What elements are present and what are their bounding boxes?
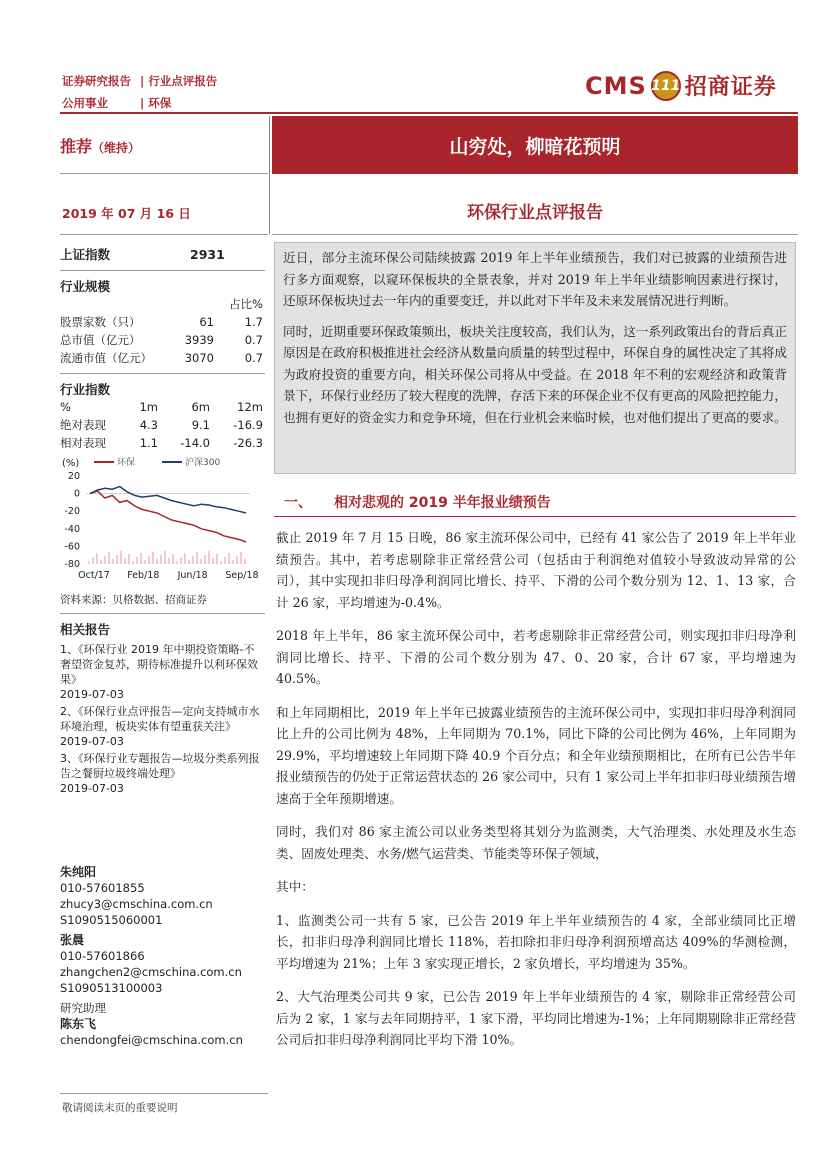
sector-secondary: 环保 (148, 96, 172, 110)
volume-bar (140, 553, 142, 564)
volume-bar (220, 561, 222, 564)
body-paragraph: 2、大气治理类公司共 9 家，已公告 2019 年上半年业绩预告的 4 家，剔除非正常经营公司后为 2 家，1 家与去年同期持平，1 家下滑，平均同比增速为-1%；上年同期剔除非正常经营公司后扣非归母净利润同比平均下滑 10%。 (276, 989, 796, 1047)
related-title: 相关报告 (60, 622, 111, 637)
volume-bar (200, 559, 202, 564)
scale-row-pct: 0.7 (244, 351, 263, 365)
x-tick-label: Feb/18 (127, 570, 160, 581)
volume-bar (192, 556, 194, 564)
volume-bar (88, 561, 90, 564)
body-text (276, 527, 796, 1063)
volume-bar (208, 551, 210, 564)
divider (60, 373, 265, 374)
scale-row-pct: 1.7 (244, 315, 263, 329)
volume-bar (176, 561, 178, 564)
perf-header-cell: 6m (191, 400, 210, 414)
volume-bar (132, 561, 134, 564)
summary-paragraph: 近日，部分主流环保公司陆续披露 2019 年上半年业绩预告，我们对已披露的业绩预告进行多方面观察，以窥环保板块的全景表象，并对 2019 年上半年业绩影响因素进行探讨，还原环保板块过去一年内的重要变迁，并以此对下半年及未来发展情况进行判断。 (283, 250, 787, 308)
y-tick-label: 20 (67, 471, 80, 482)
scale-row (60, 313, 265, 331)
section-number: 一、 (284, 495, 312, 511)
volume-bar (228, 553, 230, 564)
footer-note: 敬请阅读末页的重要说明 (62, 1102, 178, 1114)
author-name: 朱纯阳 (60, 865, 97, 879)
scale-row (60, 331, 265, 349)
assistant-name: 陈东飞 (60, 1017, 97, 1031)
author-phone: 010-57601855 (60, 881, 145, 895)
related-report-title: 3、《环保行业专题报告—垃圾分类系列报告之餐厨垃圾终端处理》 (60, 752, 260, 780)
volume-bar (92, 557, 94, 564)
legend-label: 沪深300 (185, 458, 221, 468)
author-id: S1090513100003 (60, 981, 163, 995)
perf-header-cell: 12m (237, 400, 263, 414)
volume-bar (168, 558, 170, 564)
perf-header (60, 398, 265, 416)
author-id: S1090515060001 (60, 913, 163, 927)
legend-label: 环保 (117, 458, 136, 468)
rating-note: （维持） (92, 141, 141, 155)
volume-bar (172, 554, 174, 564)
author-email: zhucy3@cmschina.com.cn (60, 897, 213, 911)
index-row (60, 244, 265, 264)
perf-cell: -26.3 (233, 436, 263, 450)
volume-bar (188, 560, 190, 564)
volume-bar (152, 552, 154, 564)
rating-divider (60, 173, 268, 174)
section-heading (274, 492, 796, 512)
sector-primary: 公用事业 (62, 96, 108, 110)
scale-row (60, 349, 265, 367)
scale-row-label: 总市值（亿元） (60, 333, 141, 347)
logo-text-cn: 招商证券 (684, 75, 777, 100)
perf-cell: 4.3 (139, 418, 158, 432)
volume-bar (204, 555, 206, 564)
section-title: 相对悲观的 2019 半年报业绩预告 (334, 495, 551, 511)
rating (60, 134, 140, 157)
author (60, 864, 265, 928)
summary-paragraph: 同时，近期重要环保政策频出，板块关注度较高，我们认为，这一系列政策出台的背后真正原因是在政府积极推进社会经济从数量向质量的转型过程中，环保自身的属性决定了其将成为政府投资的重要方向，相关环保公司将从中受益。在 2018 年不利的宏观经济和政策背景下，环保行业经历了较大程度的洗牌，存活下来的环保企业不仅有更高的风险把控能力，也拥有更好的资金实力和竞争环境，但在行业机会来临时候，也对他们提出了更高的要求。 (283, 323, 787, 425)
volume-bar (120, 551, 122, 564)
category-primary: 证券研究报告 (62, 74, 131, 88)
author-phone: 010-57601866 (60, 949, 145, 963)
scale-row-value: 3070 (184, 351, 214, 365)
volume-bar (116, 555, 118, 564)
volume-bar (196, 552, 198, 564)
divider (60, 270, 265, 271)
report-subtitle: 环保行业点评报告 (467, 203, 603, 223)
related-report-date: 2019-07-03 (60, 735, 124, 748)
perf-row (60, 416, 265, 434)
related-report-date: 2019-07-03 (60, 688, 124, 701)
perf-cell: -16.9 (233, 418, 263, 432)
rating-label: 推荐 (60, 137, 93, 156)
volume-bar (244, 559, 246, 564)
body-paragraph: 其中： (276, 879, 314, 894)
volume-bar (144, 560, 146, 564)
related-report-title: 2、《环保行业点评报告—定向支持城市水环境治理，板块实体有望重获关注》 (60, 705, 260, 733)
volume-bar (136, 557, 138, 564)
x-tick-label: Jun/18 (177, 570, 208, 581)
perf-cell: -14.0 (180, 436, 210, 450)
logo-text-en: CMS (585, 71, 647, 100)
perf-cell: 绝对表现 (60, 418, 106, 432)
perf-row (60, 434, 265, 452)
performance-chart (60, 454, 260, 588)
volume-bar (160, 555, 162, 564)
y-tick-label: -60 (64, 541, 80, 553)
divider (60, 613, 265, 614)
volume-bar (108, 552, 110, 564)
perf-cell: 1.1 (139, 436, 158, 450)
y-tick-label: -20 (64, 506, 80, 518)
author-name: 张晨 (60, 933, 85, 947)
y-tick-label: -40 (64, 523, 80, 535)
scale-header (60, 295, 265, 313)
volume-bar (100, 560, 102, 564)
logo-badge: 111 (651, 71, 681, 101)
header-divider (60, 112, 798, 114)
body-paragraph: 1、监测类公司一共有 5 家，已公告 2019 年上半年业绩预告的 4 家，全部业绩同比正增长，扣非归母净利润同比增长 118%，若扣除扣非归母净利润预增高达 409%的华测检测，平均增速为 21%；上年 3 家实现正增长，2 家负增长，平均增速为 35%。 (276, 912, 796, 971)
body-paragraph: 和上年同期相比，2019 年上半年已披露业绩预告的主流环保公司中，实现扣非归母净利润同比上升的公司比例为 48%，上年同期为 70.1%，同比下降的公司比例为 46%，上年同期为 29.9%，平均增速较上年同期下降 40.9 个百分点；和全年业绩预期相比，在所有已公告半年报业绩预告的仍处于正常运营状态的 26 家公司中，只有 1 家公司上半年扣非归母业绩预告增速高于全年预期增速。 (276, 704, 796, 806)
volume-bar (112, 559, 114, 564)
report-category: 证券研究报告 | 行业点评报告 公用事业 | 环保 (62, 70, 217, 114)
y-tick-label: -80 (64, 559, 80, 570)
author-email: zhangchen2@cmschina.com.cn (60, 965, 242, 979)
author (60, 932, 265, 996)
scale-row-label: 流通市值（亿元） (60, 351, 152, 365)
volume-bar (184, 553, 186, 564)
scale-pct-header: 占比% (229, 297, 263, 311)
volume-bar (224, 557, 226, 564)
related-report-date: 2019-07-03 (60, 782, 124, 795)
volume-bar (164, 551, 166, 564)
footer-divider (60, 1093, 268, 1094)
perf-title: 行业指数 (60, 382, 111, 397)
y-tick-label: 0 (73, 488, 80, 500)
volume-bar (236, 556, 238, 564)
related-report-title: 1、《环保行业 2019 年中期投资策略-不奢望资金复苏，期待标准提升以利环保效果》 (60, 643, 258, 686)
report-date: 2019 年 07 月 16 日 (62, 206, 191, 221)
volume-bar (212, 558, 214, 564)
related-report (60, 751, 265, 796)
perf-header-cell: 1m (139, 400, 158, 414)
scale-row-pct: 0.7 (244, 333, 263, 347)
volume-bar (96, 553, 98, 564)
related-report (60, 642, 265, 702)
scale-row-label: 股票家数（只） (60, 315, 141, 329)
chart-source: 资料来源：贝格数据、招商证券 (60, 594, 207, 606)
volume-bar (216, 554, 218, 564)
volume-bar (128, 554, 130, 564)
body-paragraph: 2018 年上半年，86 家主流环保公司中，若考虑剔除非正常经营公司，则实现扣非归母净利润同比增长、持平、下滑的公司个数分别为 47、0、20 家，合计 67 家，平均增速为 40.5%。 (276, 628, 796, 686)
scale-title: 行业规模 (60, 279, 111, 294)
summary-box (274, 242, 796, 474)
index-value: 2931 (190, 246, 225, 262)
report-title: 山穷处，柳暗花预明 (272, 116, 798, 174)
vertical-divider (269, 116, 270, 234)
volume-bar (232, 560, 234, 564)
related-report (60, 704, 265, 749)
perf-cell: 相对表现 (60, 436, 106, 450)
divider (272, 234, 798, 235)
sidebar (60, 244, 265, 1048)
category-secondary: 行业点评报告 (148, 74, 218, 88)
scale-row-value: 3939 (184, 333, 214, 347)
perf-header-cell: % (60, 400, 71, 414)
company-logo (585, 70, 777, 101)
perf-cell: 9.1 (191, 418, 210, 432)
volume-bar (180, 557, 182, 564)
volume-bar (156, 559, 158, 564)
scale-row-value: 61 (199, 315, 214, 329)
body-paragraph: 截止 2019 年 7 月 15 日晚，86 家主流环保公司中，已经有 41 家公告了 2019 年上半年业绩预告。其中，若考虑剔除非正常经营公司（包括由于利润绝对值较小导致波动异常的公司），其中实现扣非归母净利润同比增长、持平、下滑的公司个数分别为 12、1、13 家，合计 26 家，平均增速为-0.4%。 (276, 530, 796, 610)
y-axis-label: (%) (62, 458, 80, 469)
assistant (60, 1000, 265, 1048)
assistant-email: chendongfei@cmschina.com.cn (60, 1033, 243, 1047)
volume-bar (148, 556, 150, 564)
body-paragraph: 同时，我们对 86 家主流公司以业务类型将其划分为监测类，大气治理类、水处理及水生态类、固废处理类、水务/燃气运营类、节能类等环保子领域， (276, 824, 796, 861)
x-tick-label: Oct/17 (78, 570, 110, 581)
section-divider (274, 516, 796, 517)
x-tick-label: Sep/18 (225, 570, 259, 581)
volume-bar (124, 558, 126, 564)
volume-bar (240, 552, 242, 564)
assistant-role: 研究助理 (60, 1001, 106, 1015)
index-label: 上证指数 (60, 247, 111, 262)
volume-bar (104, 556, 106, 564)
divider (60, 234, 268, 235)
series-line (90, 487, 246, 513)
